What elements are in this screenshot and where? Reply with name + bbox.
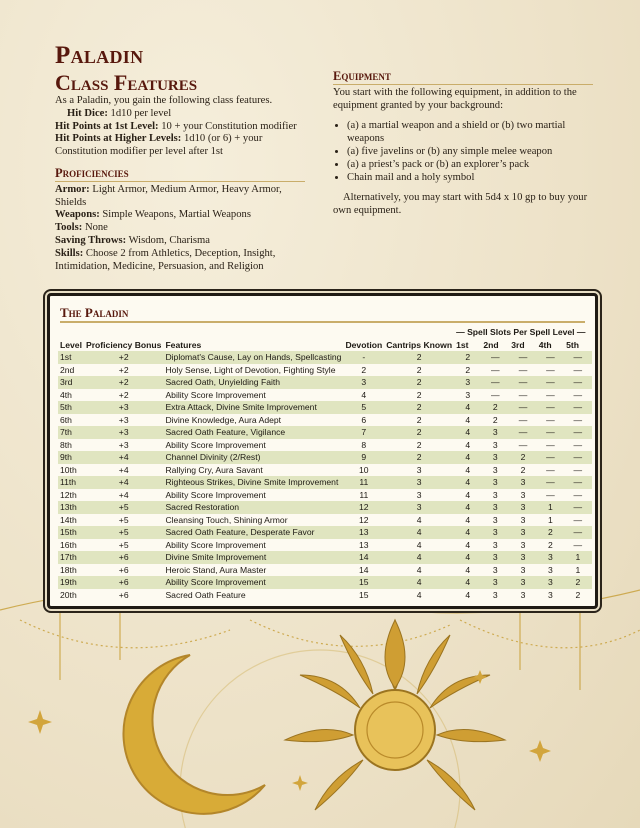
table-cell: 4 [465,552,471,563]
column-header: 2nd [483,339,499,350]
table-cell: — [518,414,528,425]
table-cell: 3 [520,502,526,513]
table-cell: 3 [492,527,498,538]
table-cell: — [573,389,583,400]
table-cell: 3 [465,377,471,388]
table-cell: 2 [416,414,422,425]
table-cell: — [491,352,500,363]
hp-higher-line: Hit Points at Higher Levels: 1d10 (or 6) + your Constitution modifier per level after 1st [55,133,263,158]
hit-dice-line: Hit Dice: 1d10 per level [67,107,172,119]
table-cell: 3 [520,577,526,588]
table-cell: 12 [359,514,369,525]
table-cell: — [546,452,555,463]
table-cell: 3 [492,502,498,513]
table-cell: 4 [465,502,471,513]
table-cell: 11 [359,477,369,488]
table-row [58,451,592,464]
table-cell: 9th [60,452,72,463]
table-cell: 4 [465,589,471,600]
table-cell: 1 [575,552,581,563]
table-cell: 3 [492,514,498,525]
tools-line: Tools: None [55,222,108,234]
table-cell: 4 [416,589,422,600]
table-cell: 10th [60,464,77,475]
table-cell: 2 [416,389,422,400]
table-cell: — [491,389,500,400]
table-cell: 13 [359,527,369,538]
table-cell: 3 [492,427,498,438]
table-row [58,376,592,389]
table-cell: 4th [60,389,72,400]
table-cell: — [573,464,583,475]
table-cell: +6 [118,552,129,563]
table-cell: 6 [361,414,367,425]
table-cell: 2 [492,402,498,413]
table-cell: +5 [118,502,129,513]
table-row [58,389,592,402]
table-cell: 3 [520,552,526,563]
table-cell: — [573,452,583,463]
table-cell: +3 [118,414,129,425]
table-cell: Holy Sense, Light of Devotion, Fighting Style [165,364,336,375]
table-cell: Heroic Stand, Aura Master [165,564,267,575]
table-cell: — [546,377,555,388]
table-cell: +3 [118,427,129,438]
table-cell: 2 [416,452,422,463]
table-cell: 3 [520,514,526,525]
table-cell: 3 [492,439,498,450]
table-cell: 3 [520,589,526,600]
column-header: 1st [456,339,469,350]
table-cell: 4 [416,527,422,538]
table-cell: 10 [359,464,369,475]
table-cell: 3 [492,564,498,575]
table-row [58,501,592,514]
table-cell: — [491,364,500,375]
table-cell: 2 [492,414,498,425]
table-row [58,476,592,489]
class-title: Paladin [55,42,144,69]
table-row [58,439,592,452]
table-cell: 4 [465,427,471,438]
table-cell: 3 [492,577,498,588]
table-cell: 14th [60,514,77,525]
table-cell: 4 [465,577,471,588]
column-header: Devotion [345,339,383,350]
table-cell: 2 [548,539,553,550]
table-cell: 2 [416,377,422,388]
spell-slots-header: — Spell Slots Per Spell Level — [456,327,586,337]
table-cell: Sacred Oath Feature, Desperate Favor [165,527,315,538]
table-cell: 15 [359,589,369,600]
column-header: Proficiency Bonus [85,339,162,350]
table-cell: 2 [575,589,581,600]
table-cell: — [546,439,555,450]
table-row [58,351,592,364]
table-cell: 3 [548,564,553,575]
table-row [58,364,592,377]
table-cell: +2 [118,377,129,388]
table-cell: Sacred Restoration [165,502,240,513]
table-title-rule [60,321,585,323]
table-cell: — [573,352,583,363]
table-row [58,514,592,527]
table-cell: 4 [465,414,471,425]
table-cell: 3 [492,539,498,550]
table-cell: +5 [118,527,129,538]
table-cell: 3rd [60,377,73,388]
table-cell: 14 [359,564,369,575]
table-cell: 5th [60,402,72,413]
table-cell: 3 [416,489,422,500]
equipment-intro: You start with the following equipment, in addition to the equipment granted by your background: [333,86,577,111]
table-cell: 3 [548,589,553,600]
table-cell: Ability Score Improvement [165,389,266,400]
table-cell: — [518,352,528,363]
table-cell: 3 [548,552,553,563]
table-cell: +3 [118,402,129,413]
table-cell: — [573,489,583,500]
column-header: Cantrips Known [386,339,453,350]
table-cell: +4 [118,452,129,463]
equipment-alternative: Alternatively, you may start with 5d4 x 10 gp to buy your own equipment. [333,192,588,217]
proficiencies-heading: Proficiencies [55,167,305,182]
table-cell: — [491,377,500,388]
table-cell: — [546,464,555,475]
table-cell: 4 [465,539,471,550]
table-cell: 3 [548,577,553,588]
section-title: Class Features [55,70,198,95]
table-cell: — [518,377,528,388]
column-header: Level [60,339,82,350]
table-cell: Divine Knowledge, Aura Adept [165,414,282,425]
table-cell: +2 [118,389,129,400]
table-cell: 4 [465,489,471,500]
table-cell: +5 [118,539,129,550]
star-icon [28,710,52,734]
table-cell: — [546,389,555,400]
table-cell: — [573,402,583,413]
table-cell: — [573,477,583,488]
table-row [58,576,592,589]
table-cell: 4 [465,464,471,475]
table-cell: +6 [118,577,129,588]
hp-first-line: Hit Points at 1st Level: 10 + your Constitution modifier [55,120,297,132]
list-item: • (a) a martial weapon and a shield or (b) two martial weapons [347,120,593,146]
class-features-column [55,95,305,273]
table-cell: 4 [361,389,367,400]
equipment-column [333,70,593,218]
table-cell: 17th [60,552,77,563]
table-cell: 4 [465,402,471,413]
table-cell: 7th [60,427,72,438]
table-row [58,551,592,564]
table-cell: 4 [465,514,471,525]
table-cell: 4 [465,439,471,450]
table-cell: 3 [492,489,498,500]
table-cell: — [573,414,583,425]
table-cell: 3 [416,502,422,513]
table-cell: 4 [465,564,471,575]
armor-line: Armor: Light Armor, Medium Armor, Heavy Armor, Shields [55,183,282,208]
table-header-row [58,338,592,351]
table-cell: — [546,402,555,413]
table-cell: 2 [520,452,526,463]
table-cell: 1 [548,502,553,513]
table-cell: 13th [60,502,77,513]
table-row [58,564,592,577]
table-cell: 6th [60,414,72,425]
table-cell: — [546,477,555,488]
table-cell: 3 [492,552,498,563]
intro-text: As a Paladin, you gain the following class features. [55,95,273,106]
table-cell: 2 [465,352,471,363]
skills-line: Skills: Choose 2 from Athletics, Deception, Insight, Intimidation, Medicine, Persuasion, and Religion [55,247,276,272]
table-cell: +3 [118,439,129,450]
table-cell: 4 [416,514,422,525]
table-cell: +2 [118,364,129,375]
class-table [58,326,592,601]
table-cell: — [546,364,555,375]
table-cell: 3 [520,477,526,488]
table-cell: — [573,527,583,538]
table-cell: +2 [118,352,129,363]
table-cell: 11th [60,477,77,488]
table-cell: 1 [548,514,553,525]
table-cell: 3 [520,539,526,550]
table-row [58,526,592,539]
table-cell: — [546,352,555,363]
table-cell: - [362,352,366,363]
table-cell: — [518,439,528,450]
table-cell: — [518,364,528,375]
table-cell: +4 [118,477,129,488]
table-row [58,464,592,477]
table-cell: Sacred Oath Feature, Vigilance [165,427,286,438]
table-cell: 2 [548,527,553,538]
table-cell: +4 [118,489,129,500]
table-cell: — [518,427,528,438]
table-cell: +6 [118,564,129,575]
table-cell: — [518,389,528,400]
table-cell: Cleansing Touch, Shining Armor [165,514,288,525]
table-row [58,414,592,427]
table-row [58,426,592,439]
spell-slots-header-row [58,326,592,338]
table-cell: 1 [575,564,581,575]
table-cell: 12th [60,489,77,500]
table-cell: 4 [465,477,471,488]
table-cell: — [546,489,555,500]
table-cell: — [518,402,528,413]
table-row [58,489,592,502]
table-cell: 4 [465,452,471,463]
table-cell: 20th [60,589,77,600]
table-cell: 3 [492,464,498,475]
saves-line: Saving Throws: Wisdom, Charisma [55,234,210,246]
table-cell: Ability Score Improvement [165,577,266,588]
table-cell: — [573,539,583,550]
table-cell: — [573,377,583,388]
table-cell: 2 [575,577,581,588]
table-cell: 19th [60,577,77,588]
table-cell: 4 [465,527,471,538]
table-cell: 16th [60,539,77,550]
class-table-frame [47,293,598,609]
table-cell: 4 [416,552,422,563]
table-cell: — [573,364,583,375]
table-cell: 4 [416,539,422,550]
table-cell: 18th [60,564,77,575]
table-cell: +4 [118,464,129,475]
table-cell: Diplomat's Cause, Lay on Hands, Spellcasting [165,352,342,363]
table-cell: Ability Score Improvement [165,489,266,500]
table-cell: — [573,502,583,513]
table-cell: 5 [361,402,367,413]
list-item: • (a) a priest’s pack or (b) an explorer’s pack [347,159,593,172]
table-row [58,539,592,552]
table-cell: 15 [359,577,369,588]
table-cell: — [546,414,555,425]
equipment-list [333,120,593,184]
table-cell: 2 [416,427,422,438]
table-cell: 2 [416,352,422,363]
table-row [58,401,592,414]
table-cell: 2 [465,364,471,375]
table-cell: 3 [465,389,471,400]
table-cell: — [573,427,583,438]
table-title: The Paladin [60,305,129,320]
table-cell: +5 [118,514,129,525]
table-cell: 2 [416,439,422,450]
table-cell: 8th [60,439,72,450]
column-header: 3rd [511,339,525,350]
crescent-moon-icon [123,655,265,814]
column-header: Features [165,339,202,350]
table-body [58,351,592,601]
table-cell: 9 [361,452,367,463]
table-cell: 3 [520,564,526,575]
table-cell: 3 [416,477,422,488]
table-cell: 8 [361,439,367,450]
table-cell: Channel Divinity (2/Rest) [165,452,261,463]
column-header: 5th [566,339,580,350]
table-cell: Extra Attack, Divine Smite Improvement [165,402,317,413]
table-cell: 2nd [60,364,75,375]
table-cell: 12 [359,502,369,513]
weapons-line: Weapons: Simple Weapons, Martial Weapons [55,209,251,221]
table-cell: Ability Score Improvement [165,439,266,450]
table-row [58,589,592,602]
table-cell: 13 [359,539,369,550]
table-cell: 3 [416,464,422,475]
table-cell: Ability Score Improvement [165,539,266,550]
list-item: • (a) five javelins or (b) any simple melee weapon [347,146,593,159]
table-cell: 11 [359,489,369,500]
table-cell: 4 [416,577,422,588]
table-cell: Righteous Strikes, Divine Smite Improvement [165,477,339,488]
table-cell: Divine Smite Improvement [165,552,267,563]
table-cell: +6 [118,589,129,600]
table-cell: Sacred Oath, Unyielding Faith [165,377,281,388]
table-cell: — [573,439,583,450]
table-cell: 4 [416,564,422,575]
equipment-heading: Equipment [333,70,593,85]
table-cell: 3 [492,589,498,600]
table-cell: 7 [361,427,367,438]
table-cell: 3 [361,377,367,388]
table-cell: 2 [520,464,526,475]
table-cell: 3 [492,452,498,463]
table-cell: 2 [416,364,422,375]
list-item: • Chain mail and a holy symbol [347,172,593,185]
table-cell: 15th [60,527,77,538]
table-cell: Sacred Oath Feature [165,589,246,600]
table-cell: — [573,514,583,525]
table-cell: 3 [520,489,526,500]
table-cell: 1st [60,352,72,363]
table-cell: Rallying Cry, Aura Savant [165,464,263,475]
table-cell: 2 [416,402,422,413]
table-cell: — [546,427,555,438]
table-cell: 3 [492,477,498,488]
sun-icon [285,620,505,810]
column-header: 4th [538,339,552,350]
table-cell: 3 [520,527,526,538]
table-cell: 2 [361,364,367,375]
table-cell: 14 [359,552,369,563]
